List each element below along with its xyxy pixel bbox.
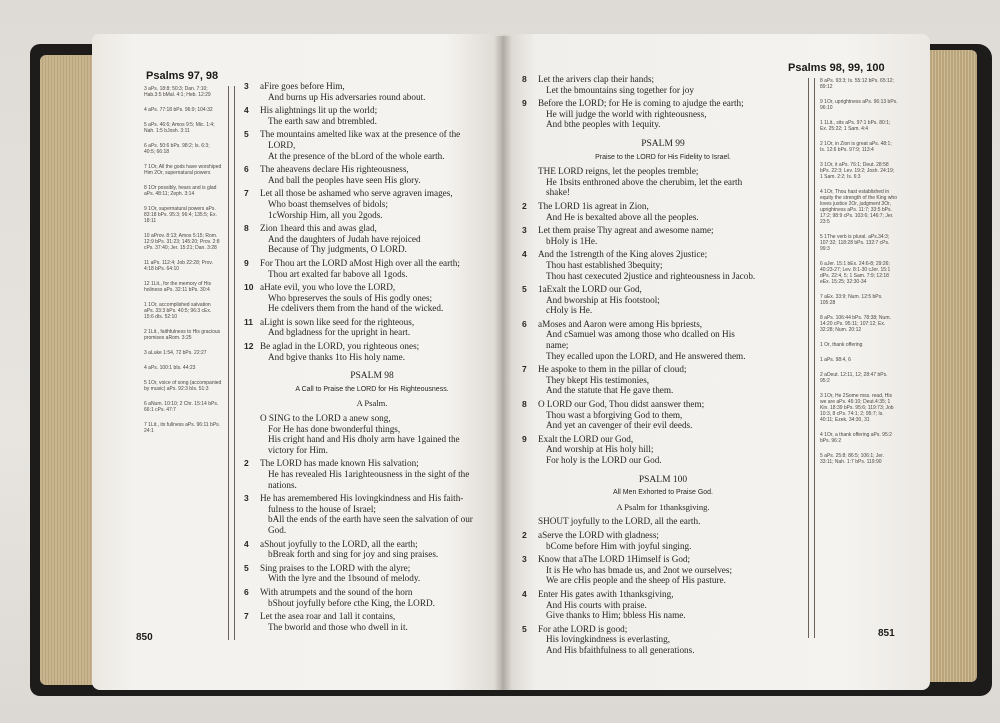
verse-line: bShout joyfully before cthe King, the LORD. [268,597,435,608]
verse [244,317,500,338]
verse-number: 9 [522,433,527,444]
verse-lines [538,166,804,198]
verse-line: And the statute that He gave them. [546,385,674,396]
verse-line: O LORD our God, Thou didst aanswer them; [538,399,705,410]
cross-reference: 5 1The verb is plural. aPs.34:3; 107:32; 118:28 bPs. 132:7 cPs. 99:3 [820,234,890,252]
verse-number: 5 [522,623,527,634]
cross-reference: 6 aNum. 10:10; 2 Chr. 15:14 bPs. 66:1 cPs. 47:7 [144,401,219,413]
verse-line: He cdelivers them from the hand of the wicked. [268,303,444,314]
stanza-gap [244,362,500,365]
verse-number: 4 [244,538,249,549]
cross-reference: 6 aJer. 15:1 bEx. 24:6-8; 29:26; 40:23-27; Lev. 8:1-30 cJer. 15:1 dPs. 22:4, 5; 1 Sam. 7:9; 12:18 eEx. 15:25; 32:30-34 [820,261,891,285]
cross-reference: 8 aPs. 93:3; Is. 55:12 bPs. 65:12; 89:12 [820,78,894,90]
verse-line: Let the arivers clap their hands; [538,74,655,84]
verse-line: And His courts with praise. [546,599,647,610]
verse-line: And the daughters of Judah have rejoiced [268,233,421,244]
verse [244,164,500,185]
verse [244,611,500,632]
verse-number: 2 [522,529,527,540]
verse-line: Know that aThe LORD 1Himself is God; [538,554,691,565]
verse-lines [538,249,804,281]
verse [244,81,500,102]
verse-number: 5 [244,129,249,140]
verse-number: 8 [522,74,527,84]
verse-number: 9 [244,257,249,268]
verse-line: Exalt the LORD our God, [538,433,634,444]
verse-lines [538,624,804,656]
verse-line: aShout joyfully to the LORD, all the earth; [260,538,418,549]
stanza-gap [244,632,500,635]
verse-lines [538,201,804,222]
verse-lines [260,188,500,220]
verse-lines [260,282,500,314]
verse-lines [260,258,500,279]
column-rule-right-1 [808,78,809,638]
verse [522,530,804,551]
verse-line: The LORD has made known His salvation; [260,458,419,469]
verse [244,223,500,255]
cross-reference: 1 Or, thank offering [820,342,863,348]
verse-line: Thou wast a bforgiving God to them, [546,409,683,420]
psalm-98-title: PSALM 98 [350,371,394,382]
verse-line: Zion 1heard this and awas glad, [260,223,377,234]
verse-line: fulness to the house of Israel; [268,503,376,514]
verse-number: 6 [522,318,527,329]
verse-line: And worship at His holy hill; [546,444,654,455]
verse [244,341,500,362]
verse-line: It is He who has bmade us, and 2not we ourselves; [546,564,733,575]
book-gutter [494,36,512,690]
verse [522,249,804,281]
cross-reference: 4 aPs. 77:18 bPs. 96:9; 104:32 [144,107,213,113]
verse-lines [260,587,500,608]
cross-reference: 12 1Lit., for the memory of His holiness aPs. 32:11 bPs. 30:4 [144,281,211,293]
cross-reference: 4 1Or, Thou hast established in equity the strength of the King who loves justice 2Or, judgment 3Or, uprightness aPs. 11:7; 33:5 bPs. 17:2; 98:9 cPs. 103:6; 146:7; Jer. 23:5 [820,189,897,225]
verse-line: And cSamuel was among those who dcalled on His [546,329,735,340]
scripture-text-right [522,74,804,659]
verse-line: We are cHis people and the sheep of His pasture. [546,575,726,586]
cross-reference: 2 1Lit., faithfulness to His gracious promises aRom. 3:25 [144,329,221,341]
verse-line: Enter His gates awith 1thanksgiving, [538,588,674,599]
verse-number [522,166,538,198]
verse-line: And the 1strength of the King aloves 2justice; [538,249,708,260]
verse-line: Let all those be ashamed who serve agraven images, [260,188,453,199]
verse-line: God. [268,524,287,535]
verse-line: And bgladness for the upright in heart. [268,327,411,338]
verse-lines [538,74,804,95]
verse-number [244,413,260,455]
verse [244,587,500,608]
verse-lines [260,223,500,255]
page-number-right: 851 [878,628,895,639]
stanza-gap [522,130,804,133]
cross-reference: 3 aLuke 1:54, 72 bPs. 22:27 [144,350,207,356]
stanza-gap [522,656,804,659]
verse-line: bAll the ends of the earth have seen the salvation of our [268,514,473,525]
cross-reference: 1 1Or, accomplished salvation aPs. 33:3 bPs. 40:5; 96:3 cEx. 15:6 dIs. 52:10 [144,302,212,320]
verse-line: For He has done bwonderful things, [268,423,401,434]
verse-line: LORD, [268,139,296,150]
cross-reference: 9 1Or, uprightness aPs. 96:13 bPs. 96:10 [820,99,898,111]
verse-number: 6 [244,164,249,175]
verse-line: The aheavens declare His righteousness, [260,164,409,175]
verse-number: 4 [522,249,527,260]
verse [244,493,500,535]
verse-lines [538,284,804,316]
verse-lines [260,563,500,584]
cross-reference: 10 aProv. 8:13; Amos 5:15; Rom. 12:9 bPs. 31:23; 145:20; Prov. 2:8 cPs. 37:40; Jer. 15:21; Dan. 3:28 [144,233,220,251]
verse [244,413,500,455]
verse [522,74,804,95]
verse-line: O SING to the LORD a anew song, [260,413,391,424]
verse-line: And He is bexalted above all the peoples. [546,211,699,222]
psalm-98-subtitle: A Call to Praise the LORD for His Righteousness. [295,385,449,393]
verse [244,539,500,560]
verse-line: shake! [546,187,570,198]
cross-reference: 3 1Or, it aPs. 76:1; Deut. 28:58 bPs. 22:3; Lev. 19:2; Josh. 24:19; 1 Sam. 2:2; Is. 6:3 [820,162,895,180]
verse-lines [260,493,500,535]
verse-line: bBreak forth and sing for joy and sing praises. [268,549,439,560]
verse [244,563,500,584]
verse-lines [260,81,500,102]
verse-lines [260,458,500,490]
cross-reference: 8 aPs. 106:44 bPs. 78:38; Num. 14:20 cPs. 95:11; 107:12; Ex. 32:28; Num. 20:12 [820,315,891,333]
verse-number: 5 [244,562,249,573]
verse-number: 3 [522,554,527,565]
verse-line: Give thanks to Him; bbless His name. [546,610,686,621]
verse-number: 4 [522,588,527,599]
verse-lines [538,516,804,527]
verse-lines [538,319,804,361]
cross-reference-column-left [144,86,222,626]
verse-line: Be aglad in the LORD, you righteous ones; [260,341,420,352]
verse-lines [260,611,500,632]
psalm-99-subtitle: Praise to the LORD for His Fidelity to Israel. [595,153,731,161]
verse [522,364,804,396]
running-head-right: Psalms 98, 99, 100 [788,62,885,74]
verse-lines [538,399,804,431]
verse-line: He will judge the world with righteousness, [546,108,707,119]
verse [244,129,500,161]
page-edges-left [40,55,100,685]
verse-lines [260,413,500,455]
verse-line: He has aremembered His lovingkindness and His faith- [260,493,464,504]
verse-number: 3 [244,493,249,504]
verse-number: 7 [522,364,527,375]
verse-line: Because of Thy judgments, O LORD. [268,244,407,255]
verse-line: Thou hast established 3bequity; [546,259,663,270]
verse-line: The earth saw and btrembled. [268,115,377,126]
verse-line: 1aExalt the LORD our God, [538,284,642,295]
verse-number [522,516,538,527]
verse-lines [260,317,500,338]
stanza-gap [522,466,804,469]
verse-line: Who boast themselves of bidols; [268,198,388,209]
cross-reference: 5 aPs. 46:6; Amos 9:5; Mic. 1:4; Nah. 1:5 bJosh. 3:11 [144,122,215,134]
column-rule-left-1 [228,86,229,640]
psalm-98-note: A Psalm. [356,398,388,409]
verse-number: 2 [244,458,249,469]
verse-line: And ball the peoples have seen His glory. [268,174,421,185]
verse [244,188,500,220]
verse-lines [260,341,500,362]
verse-line: He has revealed His 1arighteousness in the sight of the [268,469,470,479]
cross-reference: 7 1Lit., its fullness aPs. 96:11 bPs. 24:1 [144,422,221,434]
verse-number: 12 [244,341,254,352]
verse-line: aHate evil, you who love the LORD, [260,282,396,293]
verse-number: 9 [522,98,527,109]
verse-number: 8 [522,399,527,410]
verse-line: At the presence of the bLord of the whole earth. [268,150,445,161]
cross-reference: 8 1Or possibly, hears and is glad aPs. 48:11; Zeph. 3:14 [144,185,217,197]
cross-reference-column-right [820,78,898,638]
verse-line: nations. [268,479,297,490]
verse-line: For athe LORD is good; [538,623,628,634]
verse-line: aMoses and Aaron were among His bpriests, [538,318,703,329]
verse [244,105,500,126]
cross-reference: 4 1Or, a thank offering aPs. 95:2 bPs. 96:2 [820,432,892,444]
verse [244,282,500,314]
verse-line: bCome before Him with joyful singing. [546,540,692,551]
verse [522,225,804,246]
verse [522,554,804,586]
verse-line: And yet an cavenger of their evil deeds. [546,420,693,431]
verse-line: With atrumpets and the sound of the horn [260,586,413,597]
column-rule-left-2 [234,86,235,640]
verse-line: Thou hast cexecuted 2justice and righteousness in Jacob. [546,270,756,281]
verse-lines [260,129,500,161]
running-head-left: Psalms 97, 98 [146,70,219,82]
cross-reference: 2 1Or, in Zion is great aPs. 48:1; Is. 12:6 bPs. 97:9; 113:4 [820,141,892,153]
verse-line: Sing praises to the LORD with the alyre; [260,562,411,573]
verse-line: Let the bmountains sing together for joy [546,84,694,95]
verse-line: 1cWorship Him, all you 2gods. [268,209,383,220]
verse-line: bHoly is 1He. [546,235,598,246]
verse-line: cHoly is He. [546,305,593,316]
verse-lines [260,164,500,185]
verse [522,516,804,527]
verse [522,319,804,361]
cross-reference: 3 aPs. 18:8; 50:3; Dan. 7:10; Hab.3:5 bMal. 4:1; Heb. 12:29 [144,86,211,98]
verse-number: 2 [522,200,527,211]
psalm-99-title: PSALM 99 [641,138,685,149]
verse-line: And bworship at His footstool; [546,294,660,305]
verse-lines [538,554,804,586]
cross-reference: 9 1Or, supernatural powers aPs. 83:18 bPs. 95:3; 96:4; 135:5; Ex. 18:11 [144,206,217,224]
verse-line: And His bfaithfulness to all generations. [546,644,695,655]
verse-line: The bworld and those who dwell in it. [268,621,408,632]
page-number-left: 850 [136,632,153,643]
verse-line: aLight is sown like seed for the righteous, [260,316,415,327]
cross-reference: 6 aPs. 50:6 bPs. 98:2; Is. 6:3; 40:5; 66:18 [144,143,210,155]
scripture-text-left [244,81,500,635]
verse-line: The mountains amelted like wax at the presence of the [260,129,461,140]
verse-line: For holy is the LORD our God. [546,455,662,465]
verse-line: His alightnings lit up the world; [260,105,378,116]
left-page [92,34,508,690]
verse-number: 3 [522,225,527,236]
verse-number: 11 [244,316,253,327]
verse-line: Thou art exalted far babove all 1gods. [268,268,408,279]
verse-number: 3 [244,81,249,91]
verse [522,624,804,656]
verse-line: Who bpreserves the souls of His godly ones; [268,292,433,303]
verse-number: 5 [522,284,527,295]
verse-lines [260,539,500,560]
verse-line: Before the LORD; for He is coming to ajudge the earth; [538,98,744,109]
verse-line: He aspoke to them in the pillar of cloud; [538,364,687,375]
verse-line: The LORD 1is agreat in Zion, [538,200,649,211]
verse-number: 4 [244,105,249,116]
verse [522,166,804,198]
cross-reference: 4 aPs. 100:1 bIs. 44:23 [144,365,196,371]
verse-line: With the lyre and the 1bsound of melody. [268,573,421,584]
right-page [502,34,930,690]
cross-reference: 2 aDeut. 12:11, 12; 28:47 bPs. 95:2 [820,372,888,384]
verse [522,98,804,130]
verse-line: aFire goes before Him, [260,81,345,91]
verse-lines [260,105,500,126]
cross-reference: 7 aEx. 33:9; Num. 12:5 bPs. 105:28 [820,294,883,306]
verse-number: 10 [244,282,254,293]
psalm-100-note: A Psalm for 1thanksgiving. [616,501,710,512]
verse-lines [538,364,804,396]
column-rule-right-2 [814,78,815,638]
verse-line: And bgive thanks 1to His holy name. [268,351,406,362]
verse-lines [538,98,804,130]
cross-reference: 7 1Or, All the gods have worshiped Him 2Or, supernatural powers [144,164,222,176]
cross-reference: 1 1Lit., sits aPs. 97:1 bPs. 80:1; Ex. 25:22; 1 Sam. 4:4 [820,120,891,132]
verse-line: For Thou art the LORD aMost High over all the earth; [260,257,460,268]
verse-line: He 1bsits enthroned above the cherubim, let the earth [546,176,743,187]
psalm-100-title: PSALM 100 [638,474,688,485]
verse-line: Let the asea roar and 1all it contains, [260,611,396,622]
verse-number: 8 [244,223,249,234]
verse [522,284,804,316]
verse-line: aServe the LORD with gladness; [538,529,659,540]
verse-lines [538,530,804,551]
verse-number: 7 [244,188,249,199]
verse [522,399,804,431]
verse-line: They bkept His testimonies, [546,374,650,385]
verse-line: Let them praise Thy agreat and awesome name; [538,225,714,236]
verse [244,258,500,279]
cross-reference: 11 aPs. 112:4; Job 22:28; Prov. 4:18 bPs. 64:10 [144,260,213,272]
verse-line: SHOUT joyfully to the LORD, all the earth. [538,516,701,527]
verse [522,589,804,621]
verse-line: name; [546,340,569,351]
verse-line: And bthe peoples with 1equity. [546,119,661,130]
cross-reference: 1 aPs. 98:4, 6 [820,357,851,363]
cross-reference: 5 aPs. 25:8; 86:5; 106:1; Jer. 33:11; Nah. 1:7 bPs. 119:90 [820,453,884,465]
verse-number: 6 [244,586,249,597]
cross-reference: 3 1Or, He 2Some mss. read, His we are aPs. 46:10; Deut.4:35; 1 Kin. 18:39 bPs. 95:6; 119:73; Job 10:3, 8 cPs. 74:1; 2; 95:7; Is. 40:11; Ezek. 34:30, 31 [820,393,894,423]
cross-reference: 5 1Or, voice of song (accompanied by music) aPs. 92:3 bIs. 51:3 [144,380,222,392]
verse [522,201,804,222]
verse [244,458,500,490]
verse-lines [538,225,804,246]
verse [522,434,804,466]
verse-line: And burns up His adversaries round about. [268,91,426,102]
verse-line: They ecalled upon the LORD, and He answered them. [546,350,746,361]
verse-lines [538,434,804,466]
psalm-100-subtitle: All Men Exhorted to Praise God. [613,489,713,497]
verse-line: His cright hand and His dholy arm have 1gained the [268,434,460,445]
verse-line: victory for Him. [268,444,328,455]
verse-number: 7 [244,611,249,622]
verse-line: His lovingkindness is everlasting, [546,634,671,645]
verse-line: THE LORD reigns, let the peoples tremble; [538,166,699,177]
verse-lines [538,589,804,621]
